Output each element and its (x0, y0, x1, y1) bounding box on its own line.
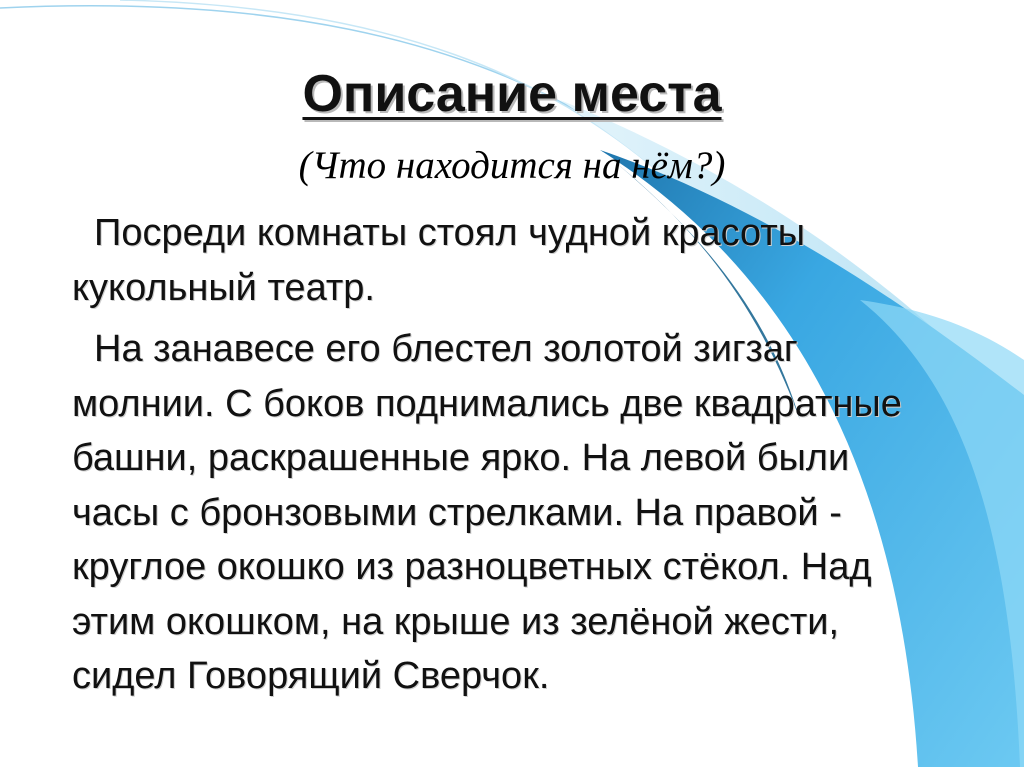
text-line: сидел Говорящий Сверчок. (72, 655, 550, 697)
paragraph-1 (72, 206, 992, 315)
text-line: молнии. С боков поднимались две квадратные (72, 382, 902, 425)
slide-title: Описание места (302, 65, 722, 123)
text-line: башни, раскрашенные ярко. На левой были (72, 437, 850, 479)
text-line: кукольный театр. (72, 266, 375, 309)
text-line: часы с бронзовыми стрелками. На правой - (72, 491, 842, 534)
text-line: этим окошком, на крыше из зелёной жести, (72, 600, 840, 643)
text-line: На занавесе его блестел золотой зигзаг (94, 328, 798, 370)
paragraph-2 (72, 322, 992, 704)
text-line: круглое окошко из разноцветных стёкол. Над (72, 546, 872, 588)
text-line: Посреди комнаты стоял чудной красоты (94, 212, 806, 254)
slide-subtitle: (Что находится на нём?) (298, 144, 726, 187)
